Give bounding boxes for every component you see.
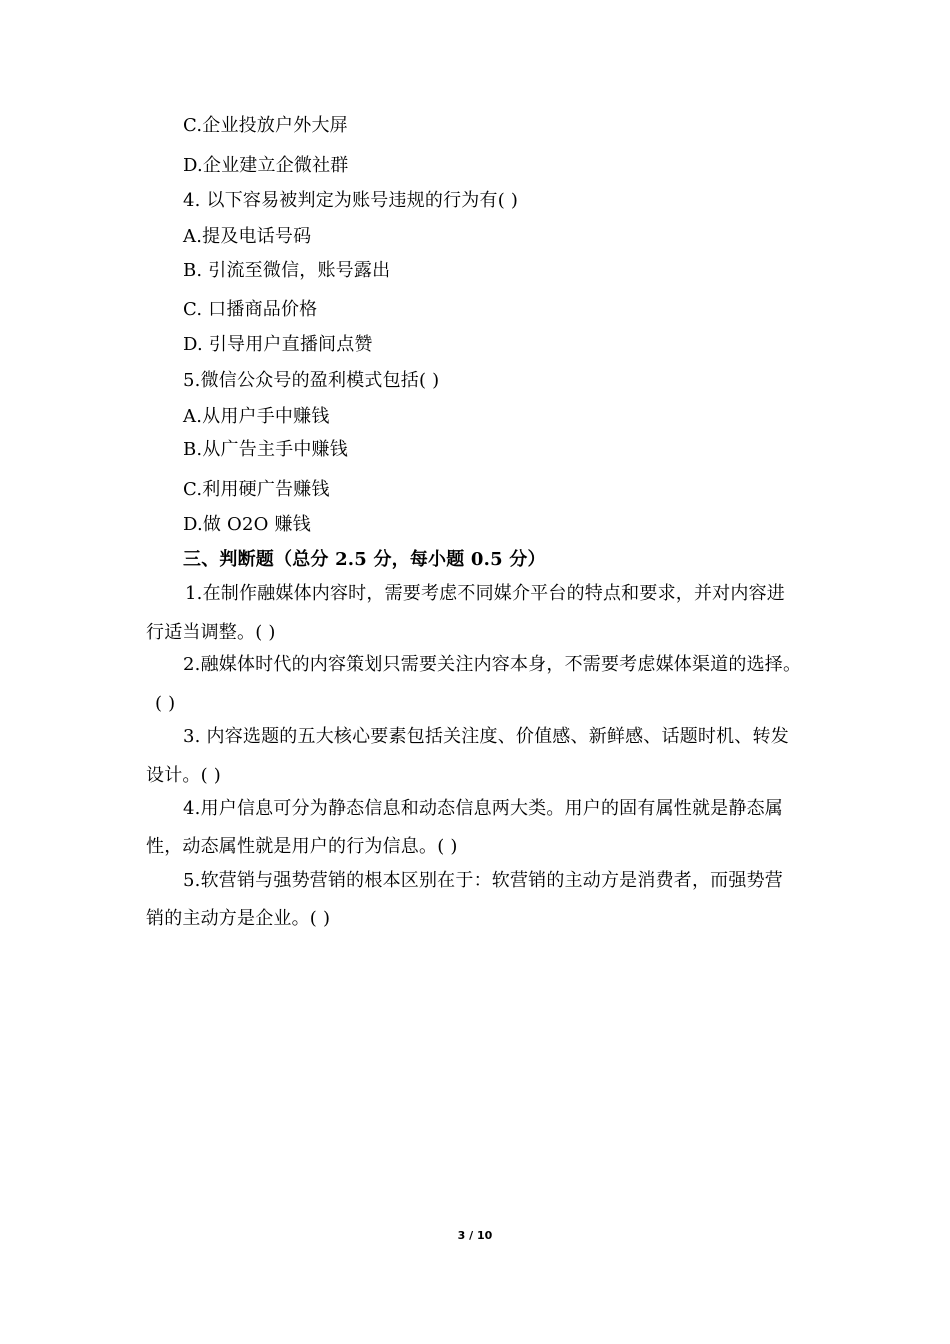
q5-option-a: A.从用户手中赚钱 (183, 406, 330, 427)
section-heading: 三、判断题（总分 2.5 分，每小题 0.5 分） (183, 549, 546, 570)
judgment-item-4-line1: 4.用户信息可分为静态信息和动态信息两大类。用户的固有属性就是静态属 (183, 798, 783, 819)
q3-option-d: D.企业建立企微社群 (183, 155, 349, 176)
judgment-item-4-line2: 性，动态属性就是用户的行为信息。( ) (146, 836, 458, 857)
judgment-item-3-line2: 设计。( ) (146, 765, 221, 786)
q4-stem: 4. 以下容易被判定为账号违规的行为有( ) (183, 190, 519, 211)
judgment-item-3-line1: 3. 内容选题的五大核心要素包括关注度、价值感、新鲜感、话题时机、转发 (183, 726, 789, 747)
q4-option-d: D. 引导用户直播间点赞 (183, 334, 373, 355)
q4-option-b: B. 引流至微信，账号露出 (183, 260, 391, 281)
judgment-item-1-line2: 行适当调整。( ) (146, 622, 276, 643)
judgment-item-5-line2: 销的主动方是企业。( ) (146, 908, 331, 929)
judgment-item-1-line1: 1.在制作融媒体内容时，需要考虑不同媒介平台的特点和要求，并对内容进 (185, 583, 785, 604)
q4-option-c: C. 口播商品价格 (183, 299, 318, 320)
q3-option-c: C.企业投放户外大屏 (183, 115, 348, 136)
judgment-item-2-line1: 2.融媒体时代的内容策划只需要关注内容本身，不需要考虑媒体渠道的选择。 (183, 654, 802, 675)
q5-stem: 5.微信公众号的盈利模式包括( ) (183, 370, 440, 391)
judgment-item-5-line1: 5.软营销与强势营销的根本区别在于：软营销的主动方是消费者，而强势营 (183, 870, 783, 891)
q5-option-c: C.利用硬广告赚钱 (183, 479, 330, 500)
q4-option-a: A.提及电话号码 (183, 226, 312, 247)
q5-option-d: D.做 O2O 赚钱 (183, 514, 311, 535)
page-number: 3 / 10 (457, 1229, 493, 1242)
q5-option-b: B.从广告主手中赚钱 (183, 439, 348, 460)
judgment-item-2-line2: ( ) (155, 693, 176, 714)
